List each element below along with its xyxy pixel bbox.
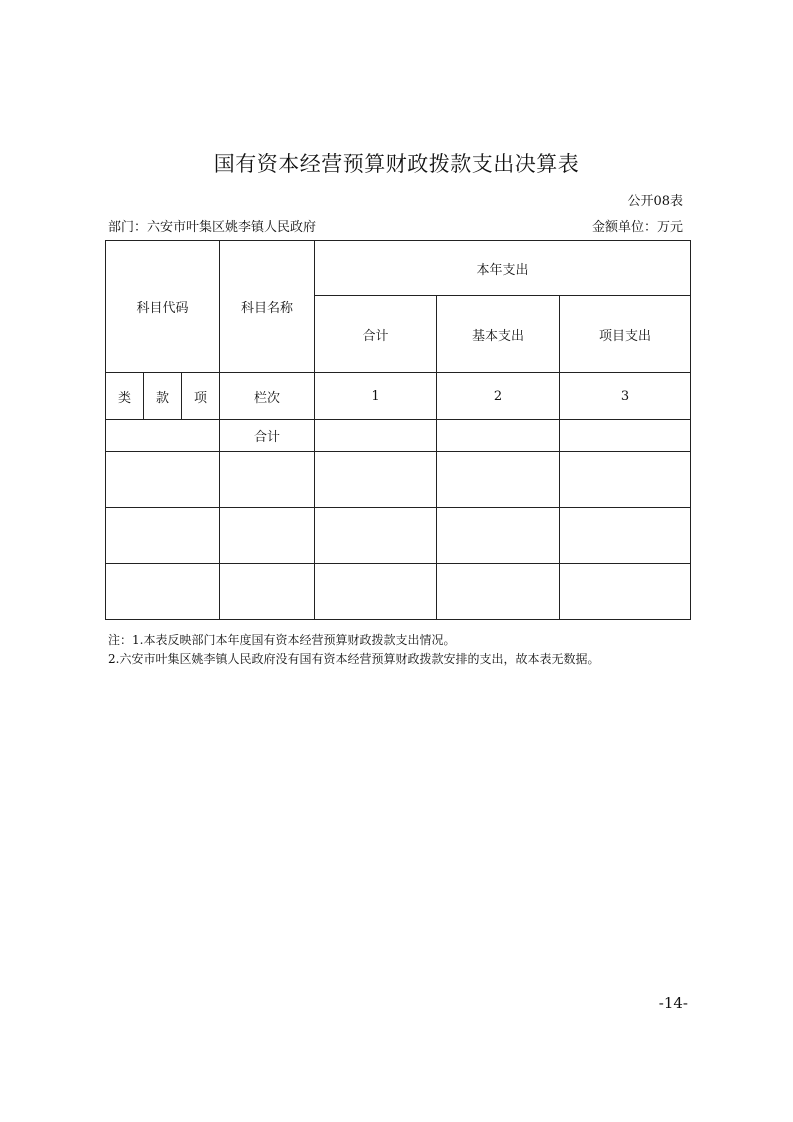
amount-unit-label: 金额单位：万元 [591, 220, 683, 235]
page-number: -14- [658, 994, 688, 1012]
table-row [106, 452, 691, 508]
header-row-1 [106, 241, 691, 296]
total-row-total-cell [315, 420, 437, 452]
table-row [106, 508, 691, 564]
total-row-basic-cell [437, 420, 560, 452]
expenditure-table [105, 240, 691, 620]
sub-header-row [106, 373, 691, 420]
header-subject-code: 科目代码 [106, 241, 220, 373]
total-row-code-cell [106, 420, 220, 452]
total-row-label: 合计 [220, 420, 315, 452]
header-xiang: 项 [182, 373, 220, 420]
page-title: 国有资本经营预算财政拨款支出决算表 [213, 152, 580, 176]
header-project-expenditure: 项目支出 [560, 296, 691, 373]
note-line-1: 注：1.本表反映部门本年度国有资本经营预算财政拨款支出情况。 [108, 633, 456, 647]
column-number-2: 2 [437, 373, 560, 420]
form-number: 公开08表 [627, 194, 683, 209]
column-number-3: 3 [560, 373, 691, 420]
notes-section [108, 631, 599, 669]
column-number-1: 1 [315, 373, 437, 420]
header-subject-name: 科目名称 [220, 241, 315, 373]
department-label: 部门：六安市叶集区姚李镇人民政府 [108, 220, 317, 235]
header-lei: 类 [106, 373, 144, 420]
note-line-2: 2.六安市叶集区姚李镇人民政府没有国有资本经营预算财政拨款安排的支出，故本表无数据。 [108, 652, 600, 666]
header-current-year: 本年支出 [315, 241, 691, 296]
total-row [106, 420, 691, 452]
header-kuan: 款 [144, 373, 182, 420]
total-row-project-cell [560, 420, 691, 452]
header-total: 合计 [315, 296, 437, 373]
header-column-order: 栏次 [220, 373, 315, 420]
table-row [106, 564, 691, 620]
header-basic-expenditure: 基本支出 [437, 296, 560, 373]
